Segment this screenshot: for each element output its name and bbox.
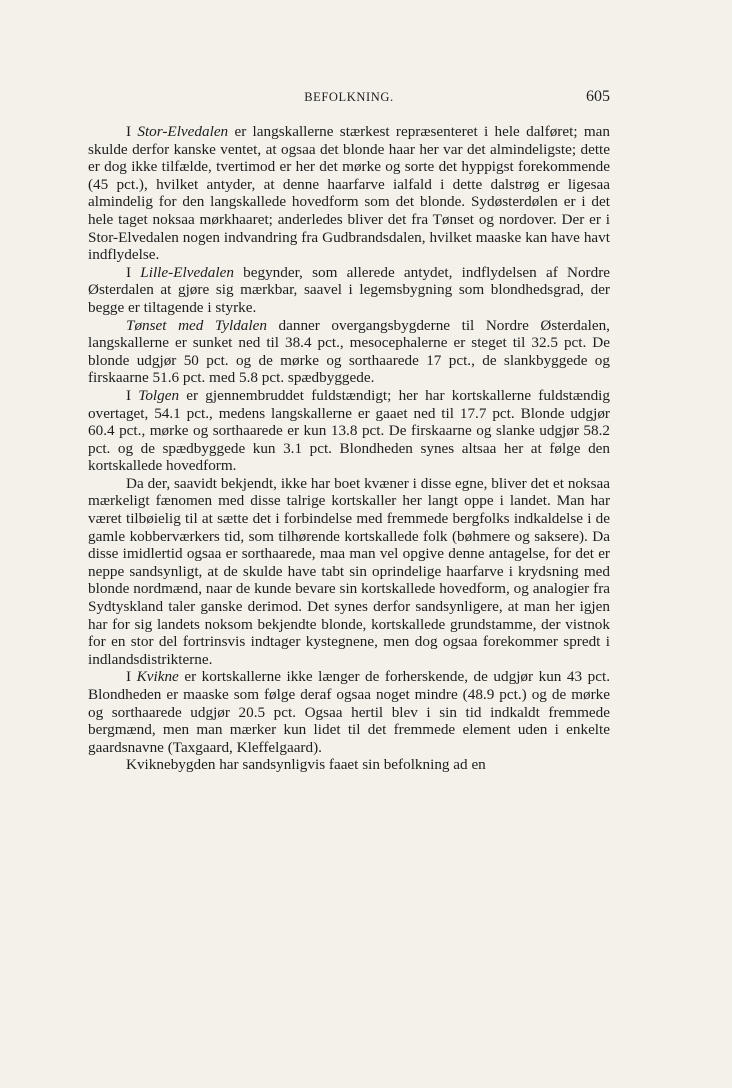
paragraph-kortskaller: Da der, saavidt bekjendt, ikke har boet kvæner i disse egne, bliver det et noksaa mærkeligt fænomen med disse talrige kortskaller her langt oppe i landet. Man har været tilbøielig til at sætte det i forbindelse med fremmede bergfolks indkaldelse i de gamle kobberværkers tid, som tilhørende kortskallede folk (bøhmere og saksere). Da disse imidlertid ogsaa er sorthaarede, maa man vel opgive denne antagelse, for det er neppe sandsynligt, at de skulde have tabt sin oprindelige haarfarve i krydsning med blonde nordmænd, naar de kunde bevare sin kortskallede hovedform, og analogier fra Sydtyskland taler ganske derimod. Det synes derfor sandsynligere, at man her igjen har for sig landets noksom bekjendte blonde, kortskallede grundstamme, der vistnok for en stor del fortrinsvis indtager kystegnene, men dog ogsaa forekommer spredt i indlandsdistrikterne. xyxy=(88,474,610,668)
place-name: Stor-Elvedalen xyxy=(137,123,229,140)
place-name: Tønset med Tyldalen xyxy=(126,316,267,334)
paragraph-kvikne: I Kvikne er kortskallerne ikke længer de forherskende, de udgjør kun 43 pct. Blondheden er maaske som følge deraf ogsaa noget mindre (48.9 pct.) og de mørke og sorthaarede udgjør 20.5 pct. Ogsaa hertil blev i sin tid indkaldt fremmede bergmænd, men man mærker kun lidet til det fremmede element uden i enkelte gaardsnavne (Taxgaard, Kleffelgaard). xyxy=(88,668,611,756)
place-name: Tolgen xyxy=(138,386,180,404)
paragraph-kviknebygden: Kviknebygden har sandsynligvis faaet sin befolkning ad en xyxy=(126,756,486,774)
body-text xyxy=(88,123,610,774)
page-header xyxy=(88,88,610,108)
place-name: Kvikne xyxy=(136,668,179,686)
page-number: 605 xyxy=(586,88,610,105)
running-head: BEFOLKNING. xyxy=(304,90,394,104)
place-name: Lille-Elvedalen xyxy=(140,263,234,281)
paragraph-tonset: Tønset med Tyldalen danner overgangsbygderne til Nordre Østerdalen, langskallerne er sunket ned til 38.4 pct., mesocephalerne er steget til 32.5 pct. De blonde udgjør 50 pct. og de mørke og sorthaarede 17 pct., de slankbyggede og firskaarne 51.6 pct. med 5.8 pct. spædbyggede. xyxy=(88,316,610,387)
paragraph-stor-elvedalen: I Stor-Elvedalen er langskallerne stærkest repræsenteret i hele dalføret; man skulde derfor kanske ventet, at ogsaa det blonde haar her var det almindeligste; dette er dog ikke tilfælde, tvertimod er her det mørke og sorte det hyppigst forekommende (45 pct.), hvilket antyder, at denne haarfarve ialfald i dette dalstrøg er ligesaa almindelig for den langskallede hovedform som det blonde. Sydøsterdølen er i det hele taget noksaa mørkhaaret; anderledes bliver det fra Tønset og nordover. Der er i Stor-Elvedalen nogen indvandring fra Gudbrandsdalen, hvilket maaske kan have havt indflydelse. xyxy=(88,123,610,264)
paragraph-lille-elvedalen: I Lille-Elvedalen begynder, som allerede antydet, indflydelsen af Nordre Østerdalen at gjøre sig mærkbar, saavel i legemsbygning som blondhedsgrad, der begge er tiltagende i styrke. xyxy=(88,263,610,316)
paragraph-tolgen: I Tolgen er gjennembruddet fuldstændigt; her har kortskallerne fuldstændig overtaget, 54.1 pct., medens langskallerne er gaaet ned til 17.7 pct. Blonde udgjør 60.4 pct., mørke og sorthaarede er kun 13.8 pct. De firskaarne og slanke udgjør 58.2 pct. og de spædbyggede kun 3.1 pct. Blondheden synes altsaa her at følge den kortskallede hovedform. xyxy=(88,386,610,475)
